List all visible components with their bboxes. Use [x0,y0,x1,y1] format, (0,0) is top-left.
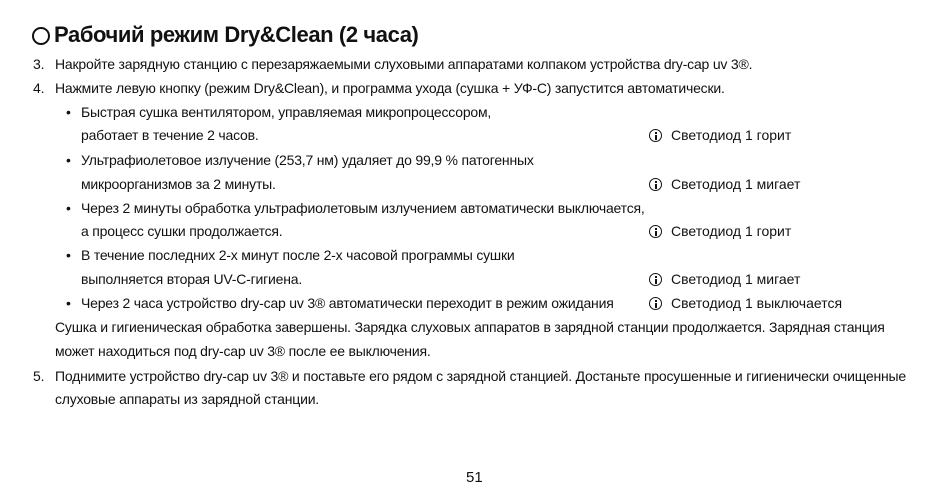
circle-icon [32,27,50,45]
led-status: Светодиод 1 горит [671,223,792,239]
led-note [649,126,791,144]
info-icon [649,225,662,238]
info-icon [649,129,662,142]
bullet-marker: • [66,104,71,120]
step-number: 4. [33,80,45,96]
completion-text: Сушка и гигиеническая обработка завершены. Зарядка слуховых аппаратов в зарядной станции продолжается. Зарядная станция [55,319,885,335]
step-number: 3. [33,56,45,72]
page-number: 51 [466,469,483,486]
section-heading [32,22,418,48]
led-status: Светодиод 1 горит [671,127,792,143]
bullet-marker: • [66,200,71,216]
led-note [649,294,842,312]
bullet-text: Быстрая сушка вентилятором, управляемая микропроцессором, [81,104,492,120]
bullet-text: Через 2 часа устройство dry-cap uv 3® автоматически переходит в режим ожидания [81,295,614,311]
heading-text: Рабочий режим Dry&Clean (2 часа) [54,22,419,47]
bullet-text: В течение последних 2-х минут после 2-х часовой программы сушки [81,247,515,263]
led-status: Светодиод 1 мигает [671,271,801,287]
info-icon [649,273,662,286]
step-text: Нажмите левую кнопку (режим Dry&Clean), и программа ухода (сушка + УФ-С) запустится автоматически. [55,80,725,96]
bullet-text: микроорганизмов за 2 минуты. [81,176,276,192]
led-note [649,270,800,288]
bullet-text: выполняется вторая UV-C-гигиена. [81,271,303,287]
led-status: Светодиод 1 мигает [671,176,801,192]
bullet-marker: • [66,152,71,168]
led-status: Светодиод 1 выключается [671,295,843,311]
bullet-text: работает в течение 2 часов. [81,127,259,143]
step-number: 5. [33,368,45,384]
bullet-text: Ультрафиолетовое излучение (253,7 нм) удаляет до 99,9 % патогенных [81,152,534,168]
bullet-marker: • [66,247,71,263]
bullet-marker: • [66,295,71,311]
led-note [649,175,800,193]
bullet-text: а процесс сушки продолжается. [81,223,283,239]
info-icon [649,297,662,310]
led-note [649,222,791,240]
bullet-text: Через 2 минуты обработка ультрафиолетовым излучением автоматически выключается, [81,200,645,216]
completion-text: может находиться под dry-cap uv 3® после ее выключения. [55,343,431,359]
step-text: Поднимите устройство dry-cap uv 3® и поставьте его рядом с зарядной станцией. Достаньте просушенные и гигиенически очищенные [55,368,906,384]
step-text: слуховые аппараты из зарядной станции. [55,391,319,407]
step-text: Накройте зарядную станцию с перезаряжаемыми слуховыми аппаратами колпаком устройства dry-cap uv 3®. [55,56,753,72]
info-icon [649,178,662,191]
